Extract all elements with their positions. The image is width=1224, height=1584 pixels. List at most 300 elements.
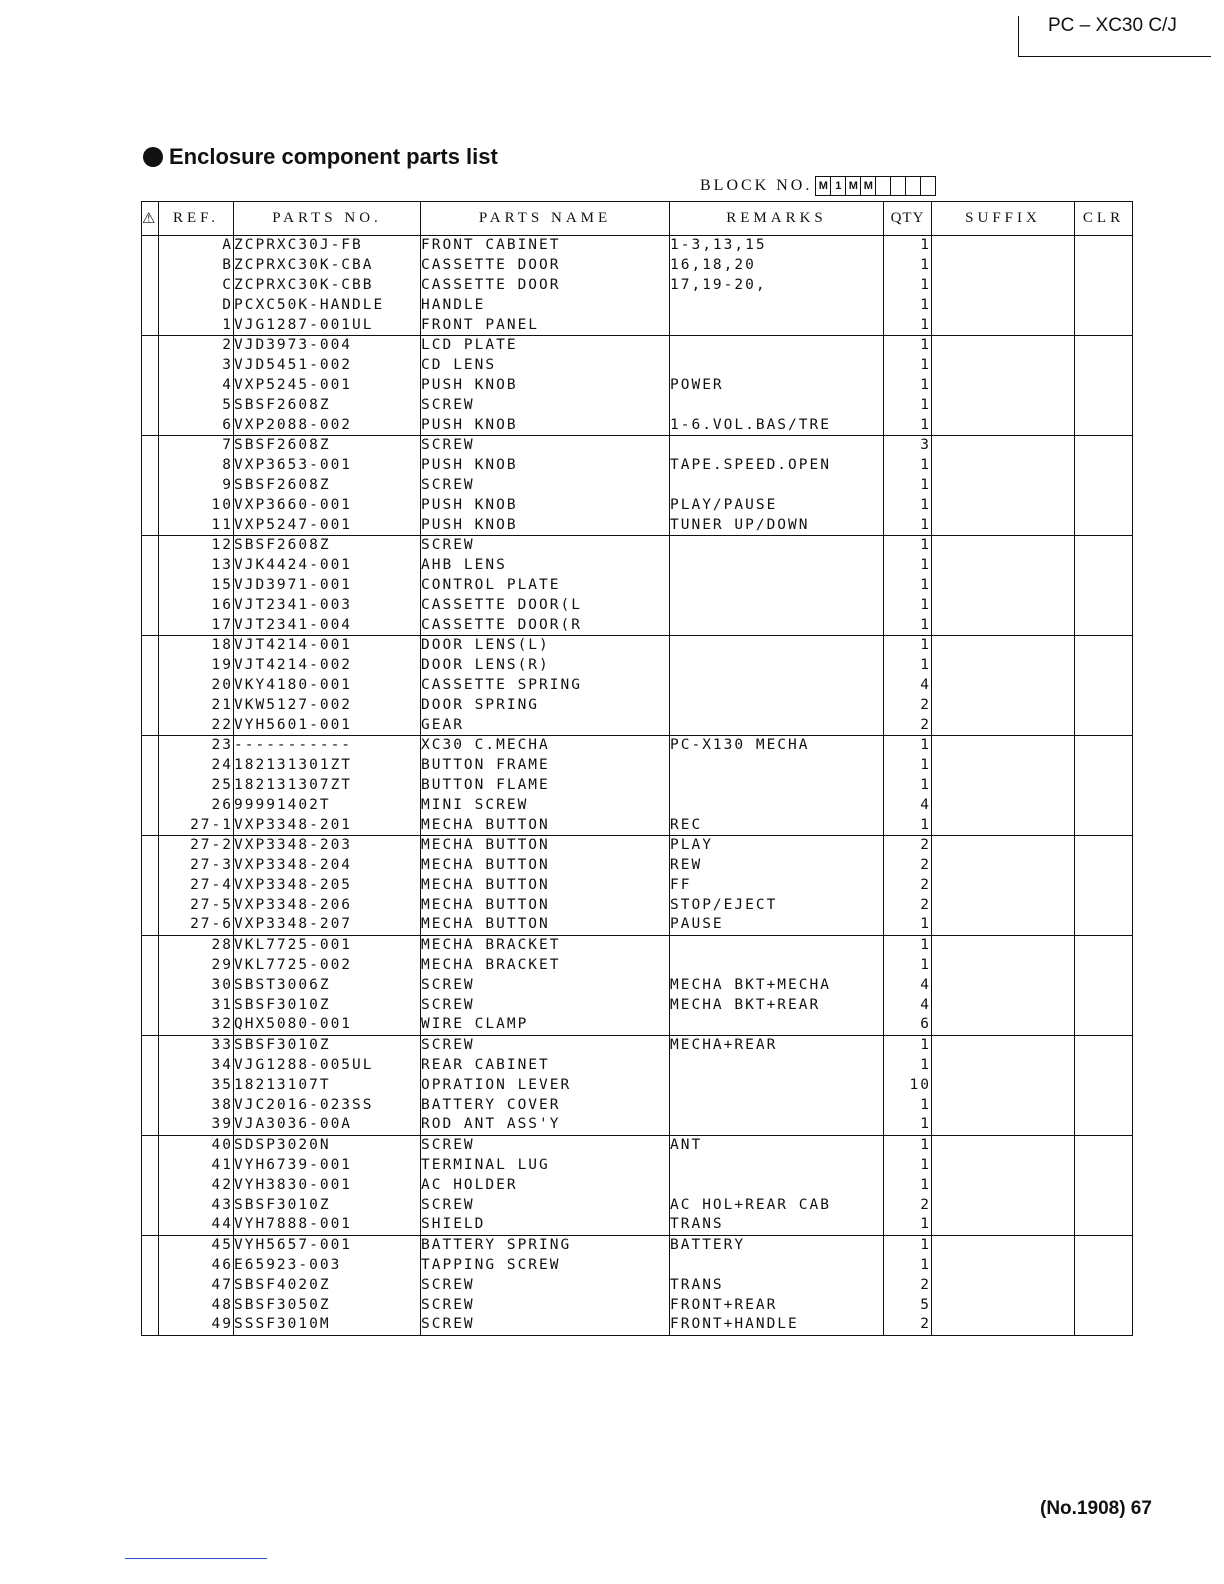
cell-suffix xyxy=(932,995,1075,1015)
cell-warn xyxy=(142,295,159,315)
table-row xyxy=(142,915,1133,935)
cell-warn xyxy=(142,576,159,596)
cell-warn xyxy=(142,915,159,935)
cell-suffix xyxy=(932,335,1075,355)
cell-warn xyxy=(142,1275,159,1295)
cell-qty: 5 xyxy=(884,1295,932,1315)
table-row xyxy=(142,815,1133,835)
cell-ref: 21 xyxy=(159,695,234,715)
cell-qty: 1 xyxy=(884,356,932,376)
cell-rem xyxy=(670,576,884,596)
cell-suffix xyxy=(932,576,1075,596)
cell-rem: MECHA BKT+REAR xyxy=(670,995,884,1015)
cell-clr xyxy=(1075,1075,1133,1095)
table-row xyxy=(142,236,1133,256)
cell-clr xyxy=(1075,1195,1133,1215)
cell-suffix xyxy=(932,1256,1075,1276)
cell-clr xyxy=(1075,1275,1133,1295)
cell-pno: VKL7725-002 xyxy=(234,956,421,976)
cell-pno: VJG1288-005UL xyxy=(234,1056,421,1076)
parts-table-body xyxy=(142,236,1133,1336)
cell-qty: 1 xyxy=(884,956,932,976)
cell-clr xyxy=(1075,335,1133,355)
table-row xyxy=(142,835,1133,855)
table-row xyxy=(142,895,1133,915)
cell-suffix xyxy=(932,935,1075,955)
cell-clr xyxy=(1075,556,1133,576)
cell-rem xyxy=(670,935,884,955)
cell-qty: 1 xyxy=(884,276,932,296)
cell-pno: VJA3036-00A xyxy=(234,1115,421,1135)
cell-rem xyxy=(670,776,884,796)
cell-qty: 1 xyxy=(884,1135,932,1155)
cell-pname: MECHA BRACKET xyxy=(421,935,670,955)
cell-qty: 1 xyxy=(884,1235,932,1255)
table-row xyxy=(142,695,1133,715)
table-row xyxy=(142,756,1133,776)
cell-ref: 42 xyxy=(159,1175,234,1195)
cell-pno: VJD5451-002 xyxy=(234,356,421,376)
table-row xyxy=(142,1056,1133,1076)
table-row xyxy=(142,975,1133,995)
cell-warn xyxy=(142,715,159,735)
underline-mark xyxy=(125,1558,267,1559)
cell-ref: 15 xyxy=(159,576,234,596)
cell-pno: VJT4214-001 xyxy=(234,635,421,655)
cell-ref: 40 xyxy=(159,1135,234,1155)
model-number: PC – XC30 C/J xyxy=(1048,15,1177,36)
cell-qty: 1 xyxy=(884,295,932,315)
cell-pname: MECHA BUTTON xyxy=(421,895,670,915)
safety-warning-icon: ⚠ xyxy=(142,202,159,236)
cell-warn xyxy=(142,1115,159,1135)
table-row xyxy=(142,435,1133,455)
table-row xyxy=(142,535,1133,555)
cell-pname: CONTROL PLATE xyxy=(421,576,670,596)
cell-suffix xyxy=(932,535,1075,555)
cell-warn xyxy=(142,856,159,876)
cell-rem xyxy=(670,1075,884,1095)
cell-ref: C xyxy=(159,276,234,296)
table-row xyxy=(142,1095,1133,1115)
page-number: (No.1908) 67 xyxy=(1040,1498,1152,1519)
cell-rem: TUNER UP/DOWN xyxy=(670,515,884,535)
cell-clr xyxy=(1075,715,1133,735)
cell-pname: MECHA BUTTON xyxy=(421,915,670,935)
cell-ref: A xyxy=(159,236,234,256)
cell-warn xyxy=(142,335,159,355)
table-row xyxy=(142,415,1133,435)
cell-clr xyxy=(1075,1235,1133,1255)
cell-rem xyxy=(670,476,884,496)
cell-rem xyxy=(670,615,884,635)
cell-rem: REW xyxy=(670,856,884,876)
cell-qty: 1 xyxy=(884,615,932,635)
block-code-box xyxy=(875,176,891,196)
cell-warn xyxy=(142,635,159,655)
cell-suffix xyxy=(932,876,1075,896)
cell-rem xyxy=(670,1015,884,1035)
table-row xyxy=(142,656,1133,676)
cell-pname: OPRATION LEVER xyxy=(421,1075,670,1095)
cell-qty: 1 xyxy=(884,376,932,396)
cell-ref: 44 xyxy=(159,1215,234,1235)
cell-ref: 5 xyxy=(159,395,234,415)
cell-pname: BATTERY COVER xyxy=(421,1095,670,1115)
cell-suffix xyxy=(932,956,1075,976)
parts-table xyxy=(141,201,1133,1336)
cell-ref: 24 xyxy=(159,756,234,776)
cell-rem xyxy=(670,656,884,676)
cell-clr xyxy=(1075,495,1133,515)
table-row xyxy=(142,715,1133,735)
cell-pno: ZCPRXC30K-CBB xyxy=(234,276,421,296)
cell-rem xyxy=(670,635,884,655)
cell-clr xyxy=(1075,1115,1133,1135)
cell-clr xyxy=(1075,995,1133,1015)
cell-qty: 4 xyxy=(884,795,932,815)
cell-ref: 3 xyxy=(159,356,234,376)
cell-suffix xyxy=(932,1315,1075,1335)
cell-qty: 1 xyxy=(884,776,932,796)
cell-warn xyxy=(142,1215,159,1235)
cell-suffix xyxy=(932,1015,1075,1035)
cell-pname: SCREW xyxy=(421,1135,670,1155)
cell-suffix xyxy=(932,915,1075,935)
cell-pno: VJT2341-003 xyxy=(234,595,421,615)
cell-pname: SCREW xyxy=(421,395,670,415)
header-clr: CLR xyxy=(1075,202,1133,236)
block-code-boxes xyxy=(816,176,936,196)
cell-warn xyxy=(142,395,159,415)
table-row xyxy=(142,495,1133,515)
cell-rem: STOP/EJECT xyxy=(670,895,884,915)
cell-suffix xyxy=(932,1175,1075,1195)
cell-rem: PC-X130 MECHA xyxy=(670,735,884,755)
cell-ref: 32 xyxy=(159,1015,234,1035)
cell-pno: VXP3653-001 xyxy=(234,456,421,476)
cell-pname: PUSH KNOB xyxy=(421,415,670,435)
cell-qty: 4 xyxy=(884,975,932,995)
table-row xyxy=(142,995,1133,1015)
bullet-icon xyxy=(143,147,163,167)
cell-warn xyxy=(142,975,159,995)
cell-pname: SCREW xyxy=(421,975,670,995)
table-row xyxy=(142,576,1133,596)
cell-pname: CASSETTE DOOR(R xyxy=(421,615,670,635)
cell-clr xyxy=(1075,315,1133,335)
cell-suffix xyxy=(932,1195,1075,1215)
cell-ref: 1 xyxy=(159,315,234,335)
cell-ref: 12 xyxy=(159,535,234,555)
cell-ref: 41 xyxy=(159,1156,234,1176)
cell-pname: WIRE CLAMP xyxy=(421,1015,670,1035)
cell-ref: 2 xyxy=(159,335,234,355)
cell-pname: LCD PLATE xyxy=(421,335,670,355)
table-row xyxy=(142,776,1133,796)
cell-pno: VXP3348-207 xyxy=(234,915,421,935)
cell-qty: 2 xyxy=(884,1315,932,1335)
cell-pname: SCREW xyxy=(421,1035,670,1055)
cell-rem: BATTERY xyxy=(670,1235,884,1255)
cell-qty: 1 xyxy=(884,495,932,515)
cell-ref: 26 xyxy=(159,795,234,815)
cell-rem: POWER xyxy=(670,376,884,396)
cell-warn xyxy=(142,1256,159,1276)
cell-pname: SCREW xyxy=(421,995,670,1015)
cell-suffix xyxy=(932,1095,1075,1115)
table-row xyxy=(142,1295,1133,1315)
cell-ref: 48 xyxy=(159,1295,234,1315)
cell-qty: 1 xyxy=(884,456,932,476)
cell-ref: 45 xyxy=(159,1235,234,1255)
cell-ref: 18 xyxy=(159,635,234,655)
cell-clr xyxy=(1075,1015,1133,1035)
cell-pno: VYH7888-001 xyxy=(234,1215,421,1235)
cell-suffix xyxy=(932,975,1075,995)
block-label: BLOCK NO. xyxy=(700,177,813,194)
table-row xyxy=(142,256,1133,276)
cell-suffix xyxy=(932,376,1075,396)
cell-pno: VXP5247-001 xyxy=(234,515,421,535)
cell-pno: SBST3006Z xyxy=(234,975,421,995)
cell-pname: PUSH KNOB xyxy=(421,495,670,515)
cell-rem: TRANS xyxy=(670,1275,884,1295)
cell-pname: SHIELD xyxy=(421,1215,670,1235)
cell-qty: 1 xyxy=(884,815,932,835)
cell-qty: 1 xyxy=(884,415,932,435)
cell-warn xyxy=(142,1315,159,1335)
cell-suffix xyxy=(932,835,1075,855)
cell-ref: 27-3 xyxy=(159,856,234,876)
cell-ref: 31 xyxy=(159,995,234,1015)
cell-warn xyxy=(142,456,159,476)
cell-qty: 1 xyxy=(884,1256,932,1276)
cell-pname: MECHA BUTTON xyxy=(421,835,670,855)
cell-suffix xyxy=(932,1115,1075,1135)
cell-clr xyxy=(1075,635,1133,655)
cell-qty: 2 xyxy=(884,876,932,896)
cell-pname: MINI SCREW xyxy=(421,795,670,815)
cell-rem: FRONT+REAR xyxy=(670,1295,884,1315)
cell-clr xyxy=(1075,876,1133,896)
cell-warn xyxy=(142,776,159,796)
cell-pno: 99991402T xyxy=(234,795,421,815)
table-row xyxy=(142,1035,1133,1055)
cell-pno: PCXC50K-HANDLE xyxy=(234,295,421,315)
cell-suffix xyxy=(932,795,1075,815)
cell-warn xyxy=(142,695,159,715)
cell-qty: 1 xyxy=(884,576,932,596)
table-row xyxy=(142,556,1133,576)
cell-ref: 13 xyxy=(159,556,234,576)
header-suffix: SUFFIX xyxy=(932,202,1075,236)
cell-clr xyxy=(1075,256,1133,276)
cell-rem xyxy=(670,695,884,715)
cell-qty: 2 xyxy=(884,856,932,876)
cell-warn xyxy=(142,1175,159,1195)
cell-clr xyxy=(1075,956,1133,976)
block-code-box xyxy=(890,176,906,196)
cell-rem: 1-3,13,15 xyxy=(670,236,884,256)
table-row xyxy=(142,1075,1133,1095)
cell-rem: MECHA BKT+MECHA xyxy=(670,975,884,995)
header-ref: REF. xyxy=(159,202,234,236)
cell-pno: SDSP3020N xyxy=(234,1135,421,1155)
cell-pname: SCREW xyxy=(421,1295,670,1315)
cell-rem: FRONT+HANDLE xyxy=(670,1315,884,1335)
cell-warn xyxy=(142,595,159,615)
block-code-box: M xyxy=(815,176,831,196)
cell-rem xyxy=(670,956,884,976)
table-row xyxy=(142,1256,1133,1276)
cell-warn xyxy=(142,656,159,676)
cell-clr xyxy=(1075,1095,1133,1115)
cell-suffix xyxy=(932,815,1075,835)
cell-ref: 43 xyxy=(159,1195,234,1215)
cell-clr xyxy=(1075,395,1133,415)
cell-ref: 49 xyxy=(159,1315,234,1335)
cell-warn xyxy=(142,556,159,576)
table-row xyxy=(142,935,1133,955)
cell-ref: 9 xyxy=(159,476,234,496)
cell-suffix xyxy=(932,236,1075,256)
cell-pname: FRONT CABINET xyxy=(421,236,670,256)
cell-ref: 33 xyxy=(159,1035,234,1055)
cell-suffix xyxy=(932,1135,1075,1155)
cell-warn xyxy=(142,615,159,635)
cell-clr xyxy=(1075,935,1133,955)
cell-warn xyxy=(142,1095,159,1115)
cell-suffix xyxy=(932,856,1075,876)
cell-rem: MECHA+REAR xyxy=(670,1035,884,1055)
cell-warn xyxy=(142,236,159,256)
cell-rem: TRANS xyxy=(670,1215,884,1235)
cell-qty: 1 xyxy=(884,1156,932,1176)
cell-clr xyxy=(1075,656,1133,676)
cell-qty: 1 xyxy=(884,1115,932,1135)
cell-rem xyxy=(670,756,884,776)
cell-warn xyxy=(142,256,159,276)
cell-rem: PLAY xyxy=(670,835,884,855)
header-remarks: REMARKS xyxy=(670,202,884,236)
cell-suffix xyxy=(932,676,1075,696)
cell-warn xyxy=(142,895,159,915)
cell-rem: FF xyxy=(670,876,884,896)
cell-suffix xyxy=(932,395,1075,415)
table-row xyxy=(142,335,1133,355)
table-row xyxy=(142,635,1133,655)
cell-clr xyxy=(1075,756,1133,776)
block-code-box: M xyxy=(860,176,876,196)
cell-qty: 1 xyxy=(884,735,932,755)
cell-ref: 27-4 xyxy=(159,876,234,896)
cell-rem xyxy=(670,335,884,355)
cell-clr xyxy=(1075,1315,1133,1335)
cell-clr xyxy=(1075,1135,1133,1155)
cell-pno: E65923-003 xyxy=(234,1256,421,1276)
cell-suffix xyxy=(932,1056,1075,1076)
cell-warn xyxy=(142,935,159,955)
cell-rem: PLAY/PAUSE xyxy=(670,495,884,515)
cell-pname: SCREW xyxy=(421,1315,670,1335)
cell-pno: VYH5657-001 xyxy=(234,1235,421,1255)
cell-qty: 4 xyxy=(884,995,932,1015)
cell-warn xyxy=(142,756,159,776)
cell-pname: CASSETTE DOOR xyxy=(421,276,670,296)
cell-rem: AC HOL+REAR CAB xyxy=(670,1195,884,1215)
table-row xyxy=(142,295,1133,315)
block-code-box xyxy=(905,176,921,196)
cell-pno: VXP3348-201 xyxy=(234,815,421,835)
table-row xyxy=(142,276,1133,296)
cell-suffix xyxy=(932,495,1075,515)
cell-qty: 10 xyxy=(884,1075,932,1095)
cell-ref: 34 xyxy=(159,1056,234,1076)
table-row xyxy=(142,1215,1133,1235)
table-row xyxy=(142,315,1133,335)
cell-pname: SCREW xyxy=(421,1195,670,1215)
cell-ref: 16 xyxy=(159,595,234,615)
cell-warn xyxy=(142,1156,159,1176)
cell-pno: VJD3973-004 xyxy=(234,335,421,355)
cell-pno: ZCPRXC30J-FB xyxy=(234,236,421,256)
cell-clr xyxy=(1075,835,1133,855)
cell-pname: DOOR LENS(R) xyxy=(421,656,670,676)
table-row xyxy=(142,1275,1133,1295)
cell-warn xyxy=(142,1075,159,1095)
cell-qty: 1 xyxy=(884,256,932,276)
cell-rem xyxy=(670,315,884,335)
cell-pno: VJT4214-002 xyxy=(234,656,421,676)
cell-rem xyxy=(670,435,884,455)
cell-warn xyxy=(142,276,159,296)
table-row xyxy=(142,856,1133,876)
cell-pname: XC30 C.MECHA xyxy=(421,735,670,755)
cell-qty: 2 xyxy=(884,895,932,915)
cell-pno: QHX5080-001 xyxy=(234,1015,421,1035)
cell-pname: PUSH KNOB xyxy=(421,456,670,476)
cell-clr xyxy=(1075,915,1133,935)
cell-qty: 1 xyxy=(884,236,932,256)
cell-warn xyxy=(142,435,159,455)
cell-pname: CASSETTE SPRING xyxy=(421,676,670,696)
cell-warn xyxy=(142,356,159,376)
cell-clr xyxy=(1075,776,1133,796)
cell-suffix xyxy=(932,356,1075,376)
cell-warn xyxy=(142,676,159,696)
cell-pno: VXP5245-001 xyxy=(234,376,421,396)
table-row xyxy=(142,395,1133,415)
cell-ref: D xyxy=(159,295,234,315)
cell-suffix xyxy=(932,1235,1075,1255)
cell-pno: 182131307ZT xyxy=(234,776,421,796)
cell-pname: DOOR SPRING xyxy=(421,695,670,715)
cell-suffix xyxy=(932,735,1075,755)
cell-warn xyxy=(142,476,159,496)
cell-ref: 4 xyxy=(159,376,234,396)
cell-pno: 182131301ZT xyxy=(234,756,421,776)
cell-clr xyxy=(1075,615,1133,635)
header-parts-no: PARTS NO. xyxy=(234,202,421,236)
cell-pname: FRONT PANEL xyxy=(421,315,670,335)
cell-pname: CASSETTE DOOR(L xyxy=(421,595,670,615)
cell-pno: VYH6739-001 xyxy=(234,1156,421,1176)
cell-ref: 39 xyxy=(159,1115,234,1135)
cell-qty: 1 xyxy=(884,1035,932,1055)
cell-warn xyxy=(142,1295,159,1315)
cell-rem xyxy=(670,395,884,415)
